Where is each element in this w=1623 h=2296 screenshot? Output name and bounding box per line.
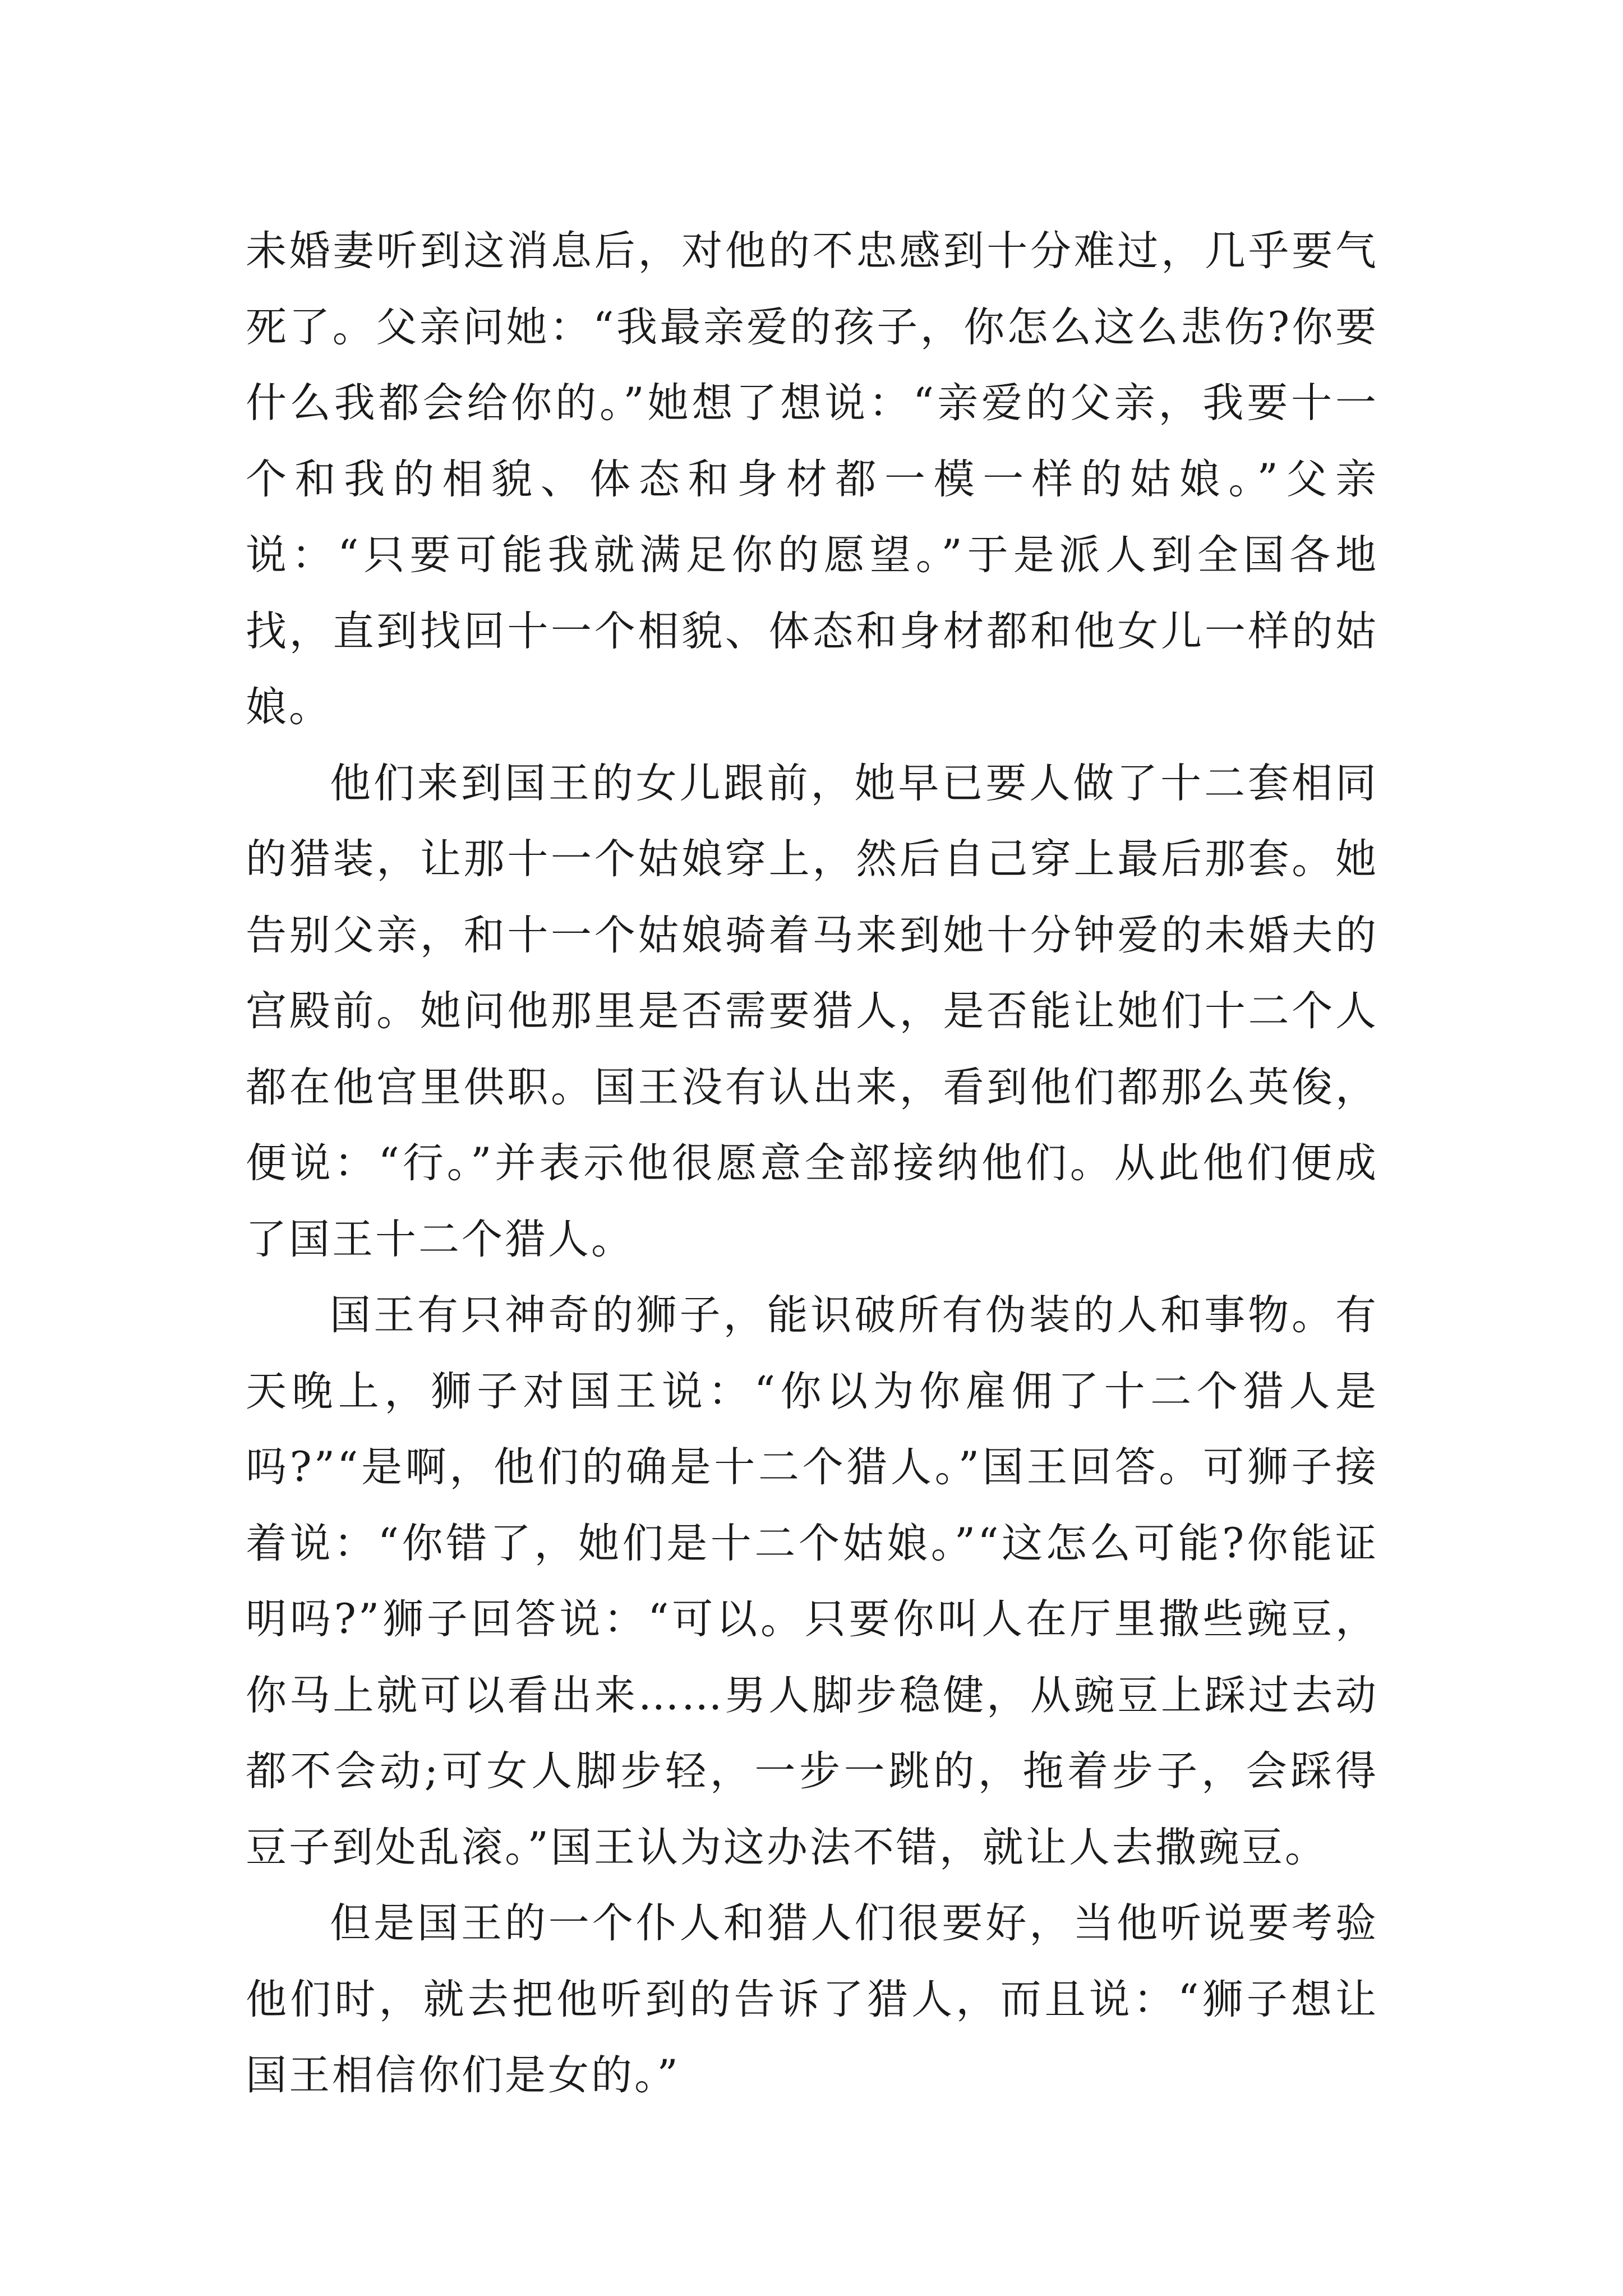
paragraph-2: 他们来到国王的女儿跟前，她早已要人做了十二套相同的猎装，让那十一个姑娘穿上，然后自己穿上最后那套。她告别父亲，和十一个姑娘骑着马来到她十分钟爱的未婚夫的宫殿前。她问他那里是否需要猎人，是否能让她们十二个人都在他宫里供职。国王没有认出来，看到他们都那么英俊，便说：“行。”并表示他很愿意全部接纳他们。从此他们便成了国王十二个猎人。	[246, 759, 1378, 1263]
body-text	[246, 213, 1378, 2114]
paragraph-1: 未婚妻听到这消息后，对他的不忠感到十分难过，几乎要气死了。父亲问她：“我最亲爱的孩子，你怎么这么悲伤?你要什么我都会给你的。”她想了想说：“亲爱的父亲，我要十一个和我的相貌、体态和身材都一模一样的姑娘。”父亲说：“只要可能我就满足你的愿望。”于是派人到全国各地找，直到找回十一个相貌、体态和身材都和他女儿一样的姑娘。	[246, 227, 1378, 731]
paragraph-4: 但是国王的一个仆人和猎人们很要好，当他听说要考验他们时，就去把他听到的告诉了猎人，而且说：“狮子想让国王相信你们是女的。”	[246, 1899, 1378, 2099]
paragraph-3: 国王有只神奇的狮子，能识破所有伪装的人和事物。有天晚上，狮子对国王说：“你以为你雇佣了十二个猎人是吗?”“是啊，他们的确是十二个猎人。”国王回答。可狮子接着说：“你错了，她们是十二个姑娘。”“这怎么可能?你能证明吗?”狮子回答说：“可以。只要你叫人在厅里撒些豌豆，你马上就可以看出来……男人脚步稳健，从豌豆上踩过去动都不会动;可女人脚步轻，一步一跳的，拖着步子，会踩得豆子到处乱滚。”国王认为这办法不错，就让人去撒豌豆。	[246, 1291, 1378, 1871]
